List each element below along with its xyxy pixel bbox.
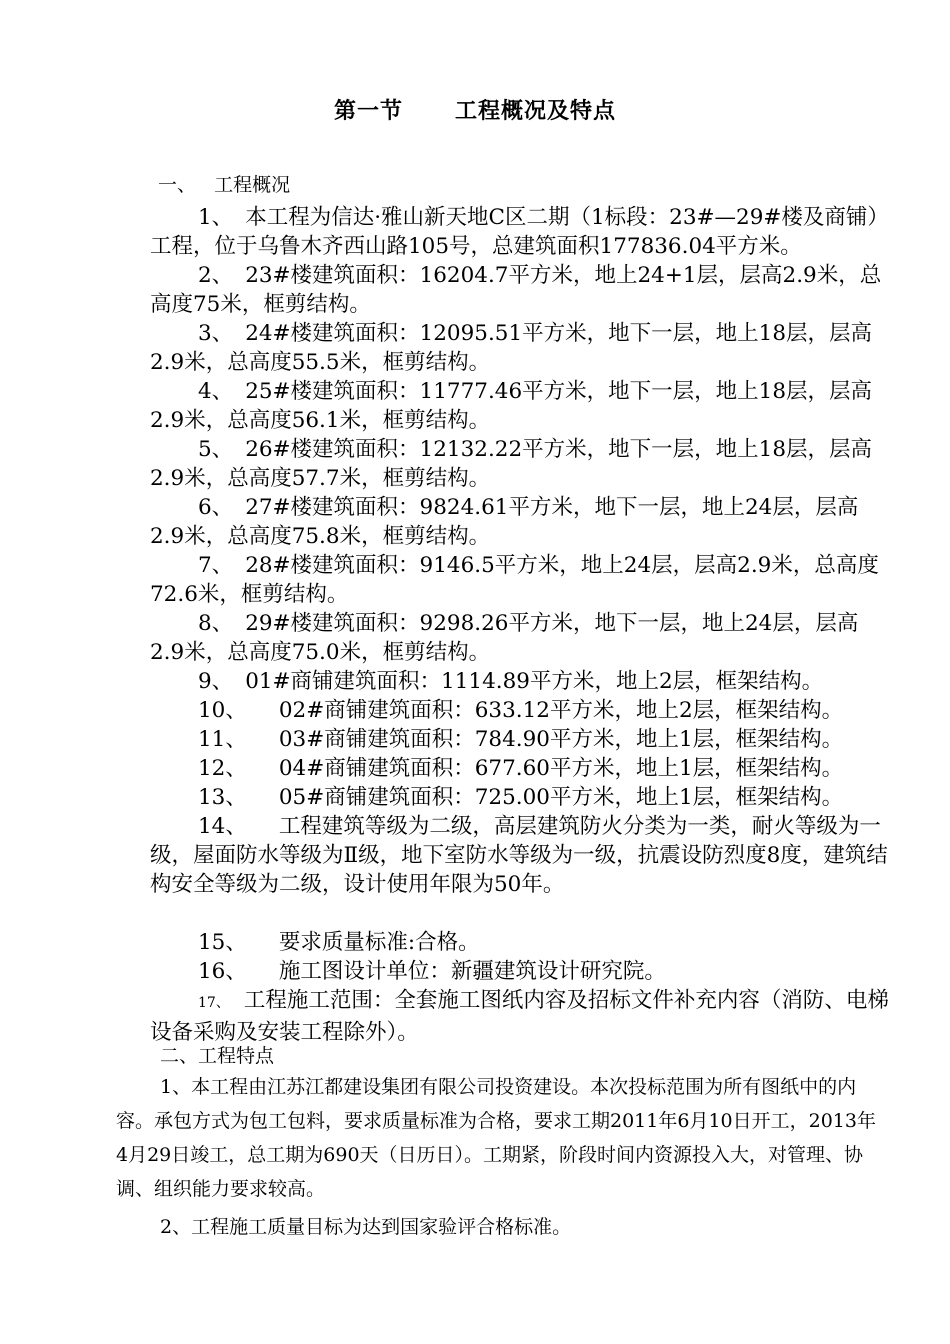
item-number: 9、: [198, 669, 234, 694]
item-number: 7、: [198, 553, 234, 578]
item-text: 02#商铺建筑面积：633.12平方米，地上2层，框架结构。: [278, 698, 844, 723]
list-item: [150, 812, 890, 899]
spacer: [150, 899, 890, 928]
section-title: 第一节 工程概况及特点: [334, 98, 616, 124]
item-number: 14、: [198, 814, 247, 839]
feature-paragraph: 1、本工程由江苏江都建设集团有限公司投资建设。本次投标范围为所有图纸中的内容。承包方式为包工包料，要求质量标准为合格，要求工期2011年6月10日开工，2013年4月29日竣工，总工期为690天（日历日）。工期紧，阶段时间内资源投入大，对管理、协调、组织能力要求较高。: [116, 1076, 876, 1200]
list-item: [150, 551, 890, 609]
item-number: 2、: [198, 263, 234, 288]
list-item: [150, 754, 890, 783]
list-item: [150, 435, 890, 493]
item-text: 要求质量标准:合格。: [278, 930, 480, 955]
item-text: 01#商铺建筑面积：1114.89平方米，地上2层，框架结构。: [245, 669, 824, 694]
section1-heading: 一、 工程概况: [158, 174, 291, 196]
item-number: 4、: [198, 379, 234, 404]
overview-list: [150, 203, 890, 1047]
item-text: 26#楼建筑面积：12132.22平方米，地下一层，地上18层，层高2.9米，总高度57.7米，框剪结构。: [150, 437, 873, 491]
item-text: 本工程为信达·雅山新天地C区二期（1标段：23#—29#楼及商铺）工程，位于乌鲁木齐西山路105号，总建筑面积177836.04平方米。: [150, 205, 889, 259]
item-text: 05#商铺建筑面积：725.00平方米，地上1层，框架结构。: [278, 785, 844, 810]
item-number: 3、: [198, 321, 234, 346]
item-number: 8、: [198, 611, 234, 636]
item-text: 29#楼建筑面积：9298.26平方米，地下一层，地上24层，层高2.9米，总高度75.0米，框剪结构。: [150, 611, 859, 665]
item-text: 工程施工范围：全套施工图纸内容及招标文件补充内容（消防、电梯设备采购及安装工程除外）。: [150, 988, 889, 1045]
item-text: 04#商铺建筑面积：677.60平方米，地上1层，框架结构。: [278, 756, 844, 781]
item-number: 16、: [198, 959, 247, 984]
item-text: 28#楼建筑面积：9146.5平方米，地上24层，层高2.9米，总高度72.6米，框剪结构。: [150, 553, 879, 607]
list-item: [150, 986, 890, 1047]
section2-heading: 二、工程特点: [160, 1045, 275, 1067]
item-text: 23#楼建筑面积：16204.7平方米，地上24+1层，层高2.9米，总高度75米，框剪结构。: [150, 263, 882, 317]
list-item: [150, 696, 890, 725]
item-number: 1、: [198, 205, 234, 230]
item-number: 15、: [198, 930, 247, 955]
list-item: [150, 928, 890, 957]
list-item: [150, 261, 890, 319]
list-item: [150, 319, 890, 377]
list-item: [150, 203, 890, 261]
item-number: 13、: [198, 785, 247, 810]
list-item: [150, 725, 890, 754]
item-number: 11、: [198, 727, 247, 752]
list-item: [150, 783, 890, 812]
item-number: 17、: [198, 995, 230, 1011]
list-item: [150, 667, 890, 696]
item-text: 03#商铺建筑面积：784.90平方米，地上1层，框架结构。: [278, 727, 844, 752]
features-section: [116, 1070, 886, 1244]
item-number: 5、: [198, 437, 234, 462]
item-text: 24#楼建筑面积：12095.51平方米，地下一层，地上18层，层高2.9米，总高度55.5米，框剪结构。: [150, 321, 873, 375]
item-number: 6、: [198, 495, 234, 520]
item-text: 工程建筑等级为二级，高层建筑防火分类为一类，耐火等级为一级，屋面防水等级为Ⅱ级，地下室防水等级为一级，抗震设防烈度8度，建筑结构安全等级为二级，设计使用年限为50年。: [150, 814, 888, 897]
list-item: [150, 957, 890, 986]
item-text: 施工图设计单位：新疆建筑设计研究院。: [278, 959, 666, 984]
item-number: 10、: [198, 698, 247, 723]
item-text: 27#楼建筑面积：9824.61平方米，地下一层，地上24层，层高2.9米，总高度75.8米，框剪结构。: [150, 495, 859, 549]
list-item: [150, 377, 890, 435]
list-item: [150, 609, 890, 667]
feature-paragraph: 2、工程施工质量目标为达到国家验评合格标准。: [160, 1216, 572, 1238]
list-item: [150, 493, 890, 551]
item-text: 25#楼建筑面积：11777.46平方米，地下一层，地上18层，层高2.9米，总高度56.1米，框剪结构。: [150, 379, 873, 433]
item-number: 12、: [198, 756, 247, 781]
